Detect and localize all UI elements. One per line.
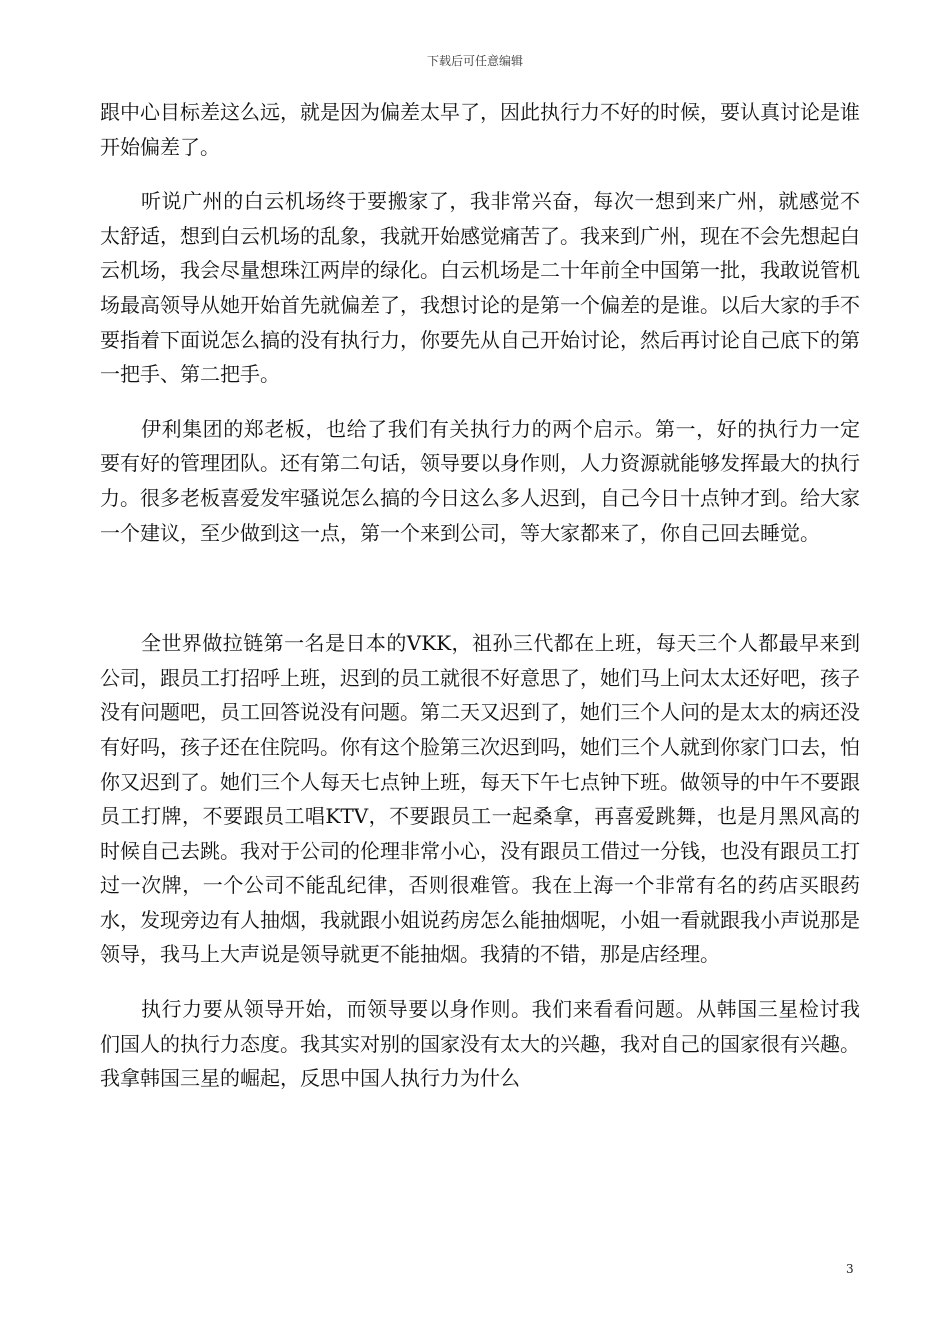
document-body <box>100 95 860 1116</box>
paragraph-vkk-zipper: 全世界做拉链第一名是日本的VKK，祖孙三代都在上班，每天三个人都最早来到公司，跟员工打招呼上班，迟到的员工就很不好意思了，她们马上问太太还好吧，孩子没有问题吧，员工回答说没有问题。第二天又迟到了，她们三个人问的是太太的病还没有好吗，孩子还在住院吗。你有这个脸第三次迟到吗，她们三个人就到你家门口去，怕你又迟到了。她们三个人每天七点钟上班，每天下午七点钟下班。做领导的中午不要跟员工打牌，不要跟员工唱KTV，不要跟员工一起桑拿，再喜爱跳舞，也是月黑风高的时候自己去跳。我对于公司的伦理非常小心，没有跟员工借过一分钱，也没有跟员工打过一次牌，一个公司不能乱纪律，否则很难管。我在上海一个非常有名的药店买眼药水，发现旁边有人抽烟，我就跟小姐说药房怎么能抽烟呢，小姐一看就跟我小声说那是领导，我马上大声说是领导就更不能抽烟。我猜的不错，那是店经理。 <box>100 631 860 967</box>
paragraph-baiyun-airport: 听说广州的白云机场终于要搬家了，我非常兴奋，每次一想到来广州，就感觉不太舒适，想到白云机场的乱象，我就开始感觉痛苦了。我来到广州，现在不会先想起白云机场，我会尽量想珠江两岸的绿化。白云机场是二十年前全中国第一批，我敢说管机场最高领导从她开始首先就偏差了，我想讨论的是第一个偏差的是谁。以后大家的手不要指着下面说怎么搞的没有执行力，你要先从自己开始讨论，然后再讨论自己底下的第一把手、第二把手。 <box>100 189 860 387</box>
page-number: 3 <box>846 1262 854 1276</box>
page-header: 下载后可任意编辑 <box>426 54 523 68</box>
paragraph-yili-group: 伊利集团的郑老板，也给了我们有关执行力的两个启示。第一，好的执行力一定要有好的管理团队。还有第二句话，领导要以身作则，人力资源就能够发挥最大的执行力。很多老板喜爱发牢骚说怎么搞的今日这么多人迟到，自己今日十点钟才到。给大家一个建议，至少做到这一点，第一个来到公司，等大家都来了，你自己回去睡觉。 <box>100 416 860 545</box>
paragraph-samsung: 执行力要从领导开始，而领导要以身作则。我们来看看问题。从韩国三星检讨我们国人的执行力态度。我其实对别的国家没有太大的兴趣，我对自己的国家很有兴趣。我拿韩国三星的崛起，反思中国人执行力为什么 <box>100 997 860 1091</box>
paragraph-spacer <box>100 570 860 626</box>
paragraph-continued: 跟中心目标差这么远，就是因为偏差太早了，因此执行力不好的时候，要认真讨论是谁开始偏差了。 <box>100 100 860 159</box>
